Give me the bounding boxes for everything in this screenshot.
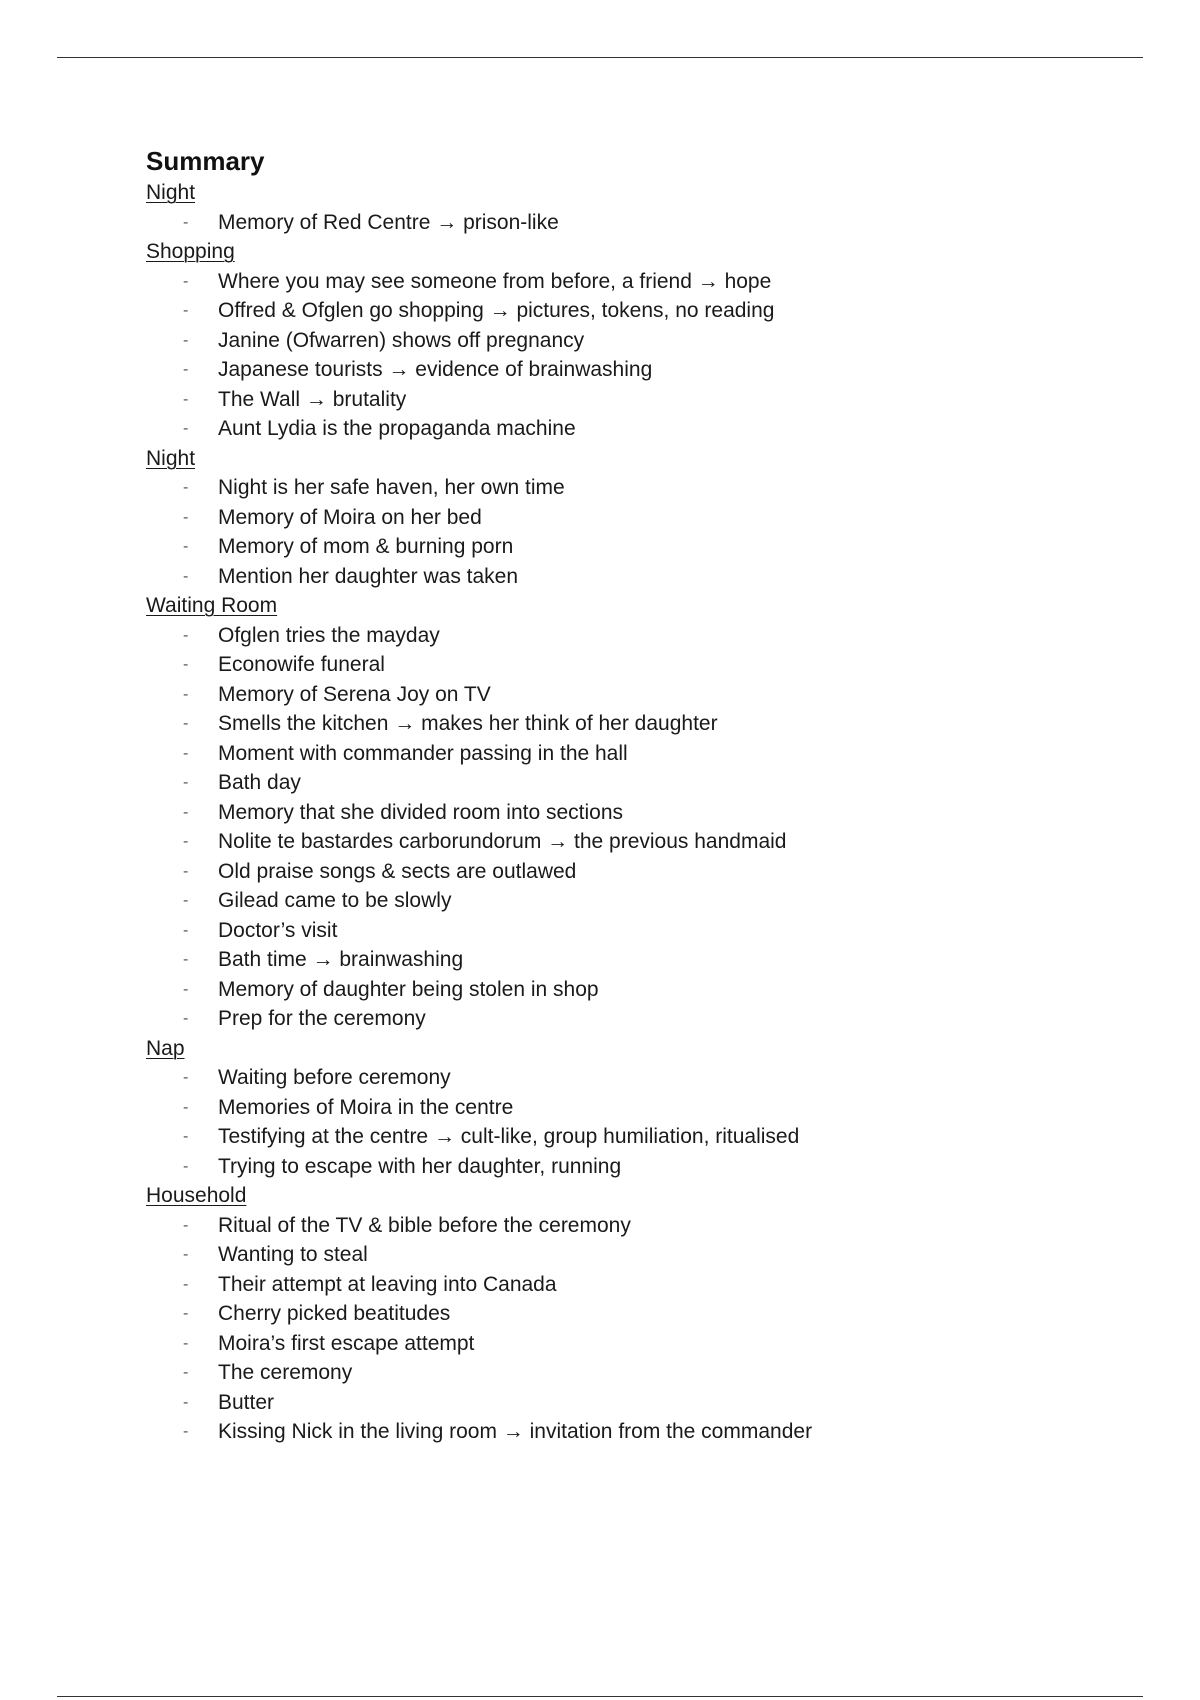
dash-bullet-icon: - <box>183 1216 189 1234</box>
list-item-text: Memories of Moira in the centre <box>218 1095 514 1119</box>
dash-bullet-icon: - <box>183 656 189 673</box>
bullet-list <box>146 1211 1106 1447</box>
list-item-text: Waiting before ceremony <box>218 1066 451 1089</box>
dash-bullet-icon: - <box>183 1098 189 1116</box>
page-title: Summary <box>146 146 265 176</box>
dash-bullet-icon: - <box>183 1128 189 1145</box>
list-item <box>146 1004 1106 1034</box>
list-item <box>146 1122 1106 1152</box>
dash-bullet-icon: - <box>183 1364 189 1381</box>
list-item <box>146 916 1106 946</box>
summary-sections <box>146 178 1106 1447</box>
dash-bullet-icon: - <box>183 951 189 968</box>
bullet-list <box>146 267 1106 444</box>
dash-bullet-icon: - <box>183 1334 189 1352</box>
dash-bullet-icon: - <box>183 331 189 349</box>
list-item-text: Their attempt at leaving into Canada <box>218 1272 557 1296</box>
list-item <box>146 532 1106 562</box>
list-item-text: Aunt Lydia is the propaganda machine <box>218 417 576 440</box>
bullet-list <box>146 208 1106 238</box>
dash-bullet-icon: - <box>183 774 189 791</box>
list-item-text: Ofglen tries the mayday <box>218 623 440 647</box>
list-item <box>146 886 1106 916</box>
list-item <box>146 326 1106 356</box>
list-item-text: Old praise songs & sects are outlawed <box>218 859 577 883</box>
dash-bullet-icon: - <box>183 1246 189 1263</box>
list-item-text: Doctor’s visit <box>218 918 338 942</box>
bullet-list <box>146 1063 1106 1181</box>
dash-bullet-icon: - <box>183 1010 189 1027</box>
list-item <box>146 562 1106 592</box>
list-item-text: Memory of Serena Joy on TV <box>218 682 491 706</box>
list-item <box>146 296 1106 326</box>
section-heading: Night <box>146 446 196 470</box>
dash-bullet-icon: - <box>183 272 189 290</box>
section-heading: Shopping <box>146 240 235 263</box>
list-item-text: Kissing Nick in the living room → invitation from the commander <box>218 1420 813 1443</box>
list-item-text: Econowife funeral <box>218 653 385 676</box>
list-item <box>146 1299 1106 1329</box>
list-item-text: Memory of daughter being stolen in shop <box>218 977 599 1001</box>
dash-bullet-icon: - <box>183 921 189 939</box>
dash-bullet-icon: - <box>183 980 189 998</box>
list-item-text: Wanting to steal <box>218 1243 368 1266</box>
list-item-text: Butter <box>218 1390 275 1414</box>
list-item <box>146 1152 1106 1182</box>
dash-bullet-icon: - <box>183 685 189 703</box>
dash-bullet-icon: - <box>183 1393 189 1411</box>
footer-rule <box>57 1696 1143 1697</box>
list-item <box>146 1240 1106 1270</box>
header-rule <box>57 57 1143 58</box>
list-item-text: Moment with commander passing in the hall <box>218 741 628 765</box>
dash-bullet-icon: - <box>183 862 189 880</box>
list-item <box>146 680 1106 710</box>
list-item <box>146 709 1106 739</box>
dash-bullet-icon: - <box>183 1157 189 1175</box>
dash-bullet-icon: - <box>183 361 189 378</box>
list-item-text: Memory of Red Centre → prison-like <box>218 210 559 234</box>
summary-document <box>146 146 1106 1447</box>
list-item-text: Bath time → brainwashing <box>218 948 464 971</box>
list-item <box>146 208 1106 238</box>
dash-bullet-icon: - <box>183 390 189 408</box>
list-item-text: Mention her daughter was taken <box>218 564 519 588</box>
dash-bullet-icon: - <box>183 1305 189 1322</box>
list-item <box>146 768 1106 798</box>
dash-bullet-icon: - <box>183 1275 189 1293</box>
dash-bullet-icon: - <box>183 302 189 319</box>
list-item-text: The ceremony <box>218 1361 353 1384</box>
list-item <box>146 650 1106 680</box>
list-item <box>146 975 1106 1005</box>
list-item <box>146 355 1106 385</box>
list-item <box>146 798 1106 828</box>
list-item <box>146 1417 1106 1447</box>
bullet-list <box>146 621 1106 1034</box>
list-item-text: Cherry picked beatitudes <box>218 1302 451 1325</box>
dash-bullet-icon: - <box>183 508 189 526</box>
list-item <box>146 503 1106 533</box>
list-item <box>146 1270 1106 1300</box>
list-item-text: Ritual of the TV & bible before the ceremony <box>218 1213 631 1237</box>
dash-bullet-icon: - <box>183 1423 189 1440</box>
list-item-text: Memory of Moira on her bed <box>218 505 482 529</box>
dash-bullet-icon: - <box>183 892 189 909</box>
list-item <box>146 1211 1106 1241</box>
dash-bullet-icon: - <box>183 213 189 231</box>
list-item <box>146 739 1106 769</box>
dash-bullet-icon: - <box>183 538 189 555</box>
list-item-text: Memory of mom & burning porn <box>218 535 514 558</box>
list-item-text: Prep for the ceremony <box>218 1007 426 1030</box>
list-item-text: Trying to escape with her daughter, running <box>218 1154 622 1178</box>
dash-bullet-icon: - <box>183 420 189 437</box>
dash-bullet-icon: - <box>183 567 189 585</box>
list-item <box>146 1388 1106 1418</box>
list-item <box>146 414 1106 444</box>
list-item-text: Japanese tourists → evidence of brainwashing <box>218 358 653 381</box>
list-item-text: The Wall → brutality <box>218 387 407 411</box>
dash-bullet-icon: - <box>183 833 189 850</box>
list-item-text: Nolite te bastardes carborundorum → the previous handmaid <box>218 830 787 853</box>
section-heading: Night <box>146 181 196 204</box>
list-item-text: Moira’s first escape attempt <box>218 1331 475 1355</box>
dash-bullet-icon: - <box>183 479 189 496</box>
list-item-text: Memory that she divided room into sections <box>218 800 624 824</box>
list-item-text: Gilead came to be slowly <box>218 889 452 912</box>
list-item <box>146 1358 1106 1388</box>
section-heading: Household <box>146 1184 247 1207</box>
list-item-text: Where you may see someone from before, a friend → hope <box>218 269 772 293</box>
dash-bullet-icon: - <box>183 803 189 821</box>
list-item <box>146 857 1106 887</box>
list-item <box>146 827 1106 857</box>
list-item <box>146 945 1106 975</box>
list-item-text: Testifying at the centre → cult-like, group humiliation, ritualised <box>218 1125 800 1148</box>
list-item-text: Offred & Ofglen go shopping → pictures, tokens, no reading <box>218 299 775 322</box>
list-item-text: Night is her safe haven, her own time <box>218 476 565 499</box>
dash-bullet-icon: - <box>183 1069 189 1086</box>
section-heading: Nap <box>146 1036 185 1060</box>
list-item <box>146 1063 1106 1093</box>
list-item-text: Bath day <box>218 771 301 794</box>
dash-bullet-icon: - <box>183 715 189 732</box>
dash-bullet-icon: - <box>183 626 189 644</box>
list-item <box>146 621 1106 651</box>
bullet-list <box>146 473 1106 591</box>
list-item <box>146 1329 1106 1359</box>
dash-bullet-icon: - <box>183 744 189 762</box>
list-item-text: Smells the kitchen → makes her think of her daughter <box>218 712 718 735</box>
list-item <box>146 473 1106 503</box>
list-item <box>146 385 1106 415</box>
list-item <box>146 267 1106 297</box>
list-item <box>146 1093 1106 1123</box>
section-heading: Waiting Room <box>146 594 278 617</box>
list-item-text: Janine (Ofwarren) shows off pregnancy <box>218 328 585 352</box>
